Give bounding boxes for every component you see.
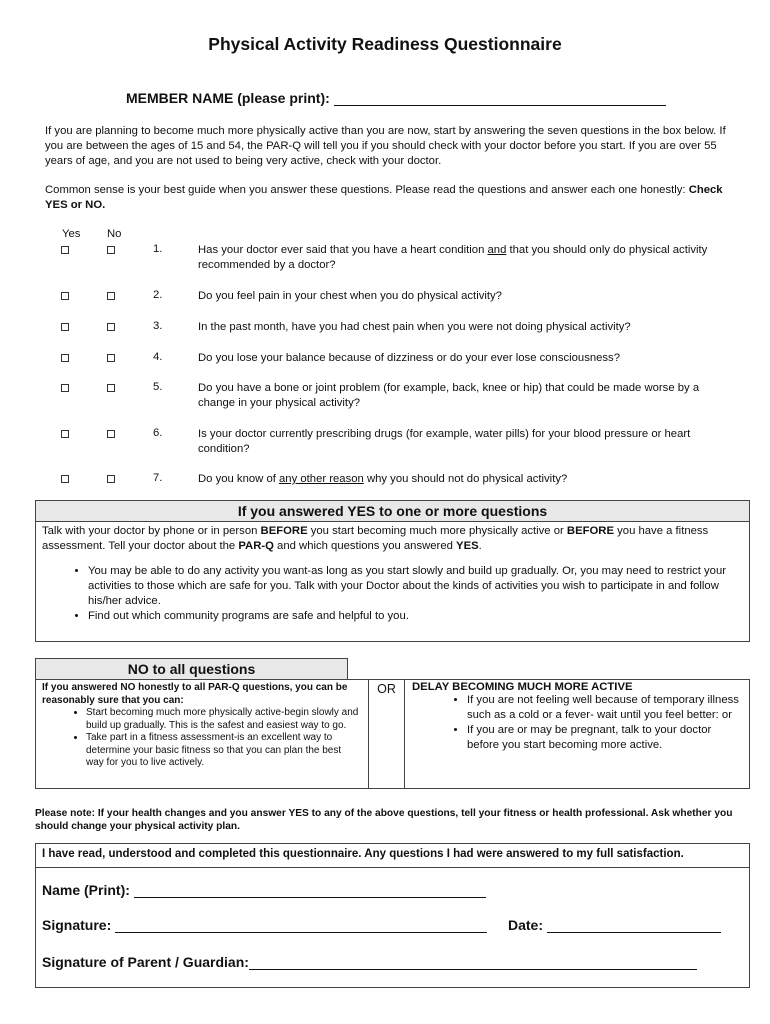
delay-bullets: [407, 693, 747, 753]
yes-checkbox[interactable]: [61, 384, 69, 392]
no-checkbox[interactable]: [107, 246, 115, 254]
yes-box-instructions: [42, 524, 743, 554]
signature-label: Signature:: [42, 917, 112, 933]
member-name-field[interactable]: [334, 91, 666, 106]
list-item: • You may be able to do any activity you want-as long as you start slowly and build up gradually. Or, you may need to restrict your activities to those which are safe for you. Talk with your Doctor about the kinds of activities you wish to participate in and follow his/her advice.: [88, 564, 743, 609]
list-item: • Start becoming much more physically active-begin slowly and build up gradually. This is the safest and easiest way to go.: [86, 707, 360, 732]
yes-checkbox[interactable]: [61, 430, 69, 438]
question-text: [198, 243, 738, 273]
yes-box-text: you have a fitness assessment. Tell your doctor about the: [42, 525, 709, 552]
yes-box-bold: BEFORE: [260, 525, 308, 537]
question-text: [198, 472, 738, 487]
no-answer-box: [35, 679, 750, 789]
no-checkbox[interactable]: [107, 354, 115, 362]
parent-signature-field[interactable]: [249, 955, 697, 970]
yes-box-text: you start becoming much more physically active or: [307, 525, 567, 537]
no-checkbox[interactable]: [107, 430, 115, 438]
no-checkbox[interactable]: [107, 475, 115, 483]
yes-box-body: [36, 522, 749, 626]
instructions-bold: Check YES or NO.: [45, 184, 723, 211]
name-print-field[interactable]: [134, 883, 486, 898]
date-row: [508, 917, 721, 933]
yes-answer-box: [35, 500, 750, 642]
question-number: 3.: [153, 320, 163, 332]
delay-title: DELAY BECOMING MUCH MORE ACTIVE: [412, 681, 633, 693]
date-field[interactable]: [547, 918, 721, 933]
question-number: 5.: [153, 381, 163, 393]
name-print-label: Name (Print):: [42, 882, 130, 898]
question-text-part: Do you know of: [198, 473, 280, 485]
yes-box-bold: YES: [456, 540, 479, 552]
signature-box: [35, 843, 750, 988]
yes-checkbox[interactable]: [61, 292, 69, 300]
yes-box-bold: BEFORE: [566, 525, 614, 537]
yes-box-text: Talk with your doctor by phone or in person: [42, 525, 261, 537]
list-item: • Take part in a fitness assessment-is an excellent way to determine your basic fitness so that you can plan the best way for you to live actively.: [86, 732, 360, 770]
completion-statement: I have read, understood and completed this questionnaire. Any questions I had were answered to my full satisfaction.: [36, 844, 749, 868]
question-number: 1.: [153, 243, 163, 255]
no-box-left-column: [36, 680, 369, 788]
no-box-bullets: [36, 707, 368, 770]
question-number: 2.: [153, 289, 163, 301]
question-emphasis: and: [487, 244, 507, 256]
instructions-paragraph: [45, 183, 745, 213]
no-checkbox[interactable]: [107, 292, 115, 300]
intro-paragraph: If you are planning to become much more physically active than you are now, start by answering the seven questions in the box below. If you are between the ages of 15 and 54, the PAR-Q will tell you if you should check with your doctor before you start. If you are over 55 years of age, and you are not used to being very active, check with your doctor.: [45, 125, 726, 167]
question-text-part: why you should not do physical activity?: [363, 473, 568, 485]
parent-signature-label: Signature of Parent / Guardian:: [42, 954, 249, 970]
delay-column: [407, 680, 747, 788]
yes-box-text: .: [478, 540, 482, 552]
question-text: In the past month, have you had chest pain when you were not doing physical activity?: [198, 321, 631, 333]
signature-field[interactable]: [115, 918, 487, 933]
question-text: Do you have a bone or joint problem (for example, back, knee or hip) that could be made worse by a change in your physical activity?: [198, 382, 700, 409]
page-title: Physical Activity Readiness Questionnaire: [208, 34, 562, 54]
yes-box-header: If you answered YES to one or more questions: [36, 501, 749, 522]
yes-box-text: and which questions you answered: [273, 540, 457, 552]
list-item: • If you are or may be pregnant, talk to your doctor before you start becoming more active.: [467, 723, 739, 753]
name-print-row: [42, 882, 486, 898]
date-label: Date:: [508, 917, 544, 933]
question-emphasis: any other reason: [279, 473, 364, 485]
member-name-row: [126, 90, 666, 106]
question-text: Do you feel pain in your chest when you do physical activity?: [198, 290, 502, 302]
question-number: 6.: [153, 427, 163, 439]
no-box-header: NO to all questions: [35, 658, 348, 680]
no-column-header: No: [107, 228, 122, 240]
question-text: Is your doctor currently prescribing drugs (for example, water pills) for your blood pressure or heart condition?: [198, 428, 691, 455]
yes-column-header: Yes: [62, 228, 81, 240]
member-name-label: MEMBER NAME (please print):: [126, 90, 330, 106]
yes-checkbox[interactable]: [61, 246, 69, 254]
list-item: • If you are not feeling well because of temporary illness such as a cold or a fever- wait until you feel better: or: [467, 693, 739, 723]
health-change-note: Please note: If your health changes and you answer YES to any of the above questions, tell your fitness or health professional. Ask whether you should change your physical activity plan.: [35, 808, 733, 832]
yes-checkbox[interactable]: [61, 323, 69, 331]
no-checkbox[interactable]: [107, 323, 115, 331]
question-number: 4.: [153, 351, 163, 363]
no-checkbox[interactable]: [107, 384, 115, 392]
no-box-intro: If you answered NO honestly to all PAR-Q questions, you can be reasonably sure that you can:: [42, 682, 348, 706]
question-text-part: Has your doctor ever said that you have a heart condition: [198, 244, 488, 256]
instructions-text: Common sense is your best guide when you answer these questions. Please read the questions and answer each one honestly:: [45, 184, 686, 196]
yes-box-bold: PAR-Q: [238, 540, 274, 552]
list-item: • Find out which community programs are safe and helpful to you.: [88, 609, 743, 624]
yes-box-bullets: [42, 564, 743, 624]
yes-checkbox[interactable]: [61, 354, 69, 362]
yes-checkbox[interactable]: [61, 475, 69, 483]
question-text: Do you lose your balance because of dizziness or do your ever lose consciousness?: [198, 352, 620, 364]
or-divider: OR: [369, 680, 405, 788]
question-number: 7.: [153, 472, 163, 484]
parent-signature-row: [42, 954, 697, 970]
question-text-part: that you should only do physical activity recommended by a doctor?: [198, 244, 708, 271]
signature-row: [42, 917, 487, 933]
